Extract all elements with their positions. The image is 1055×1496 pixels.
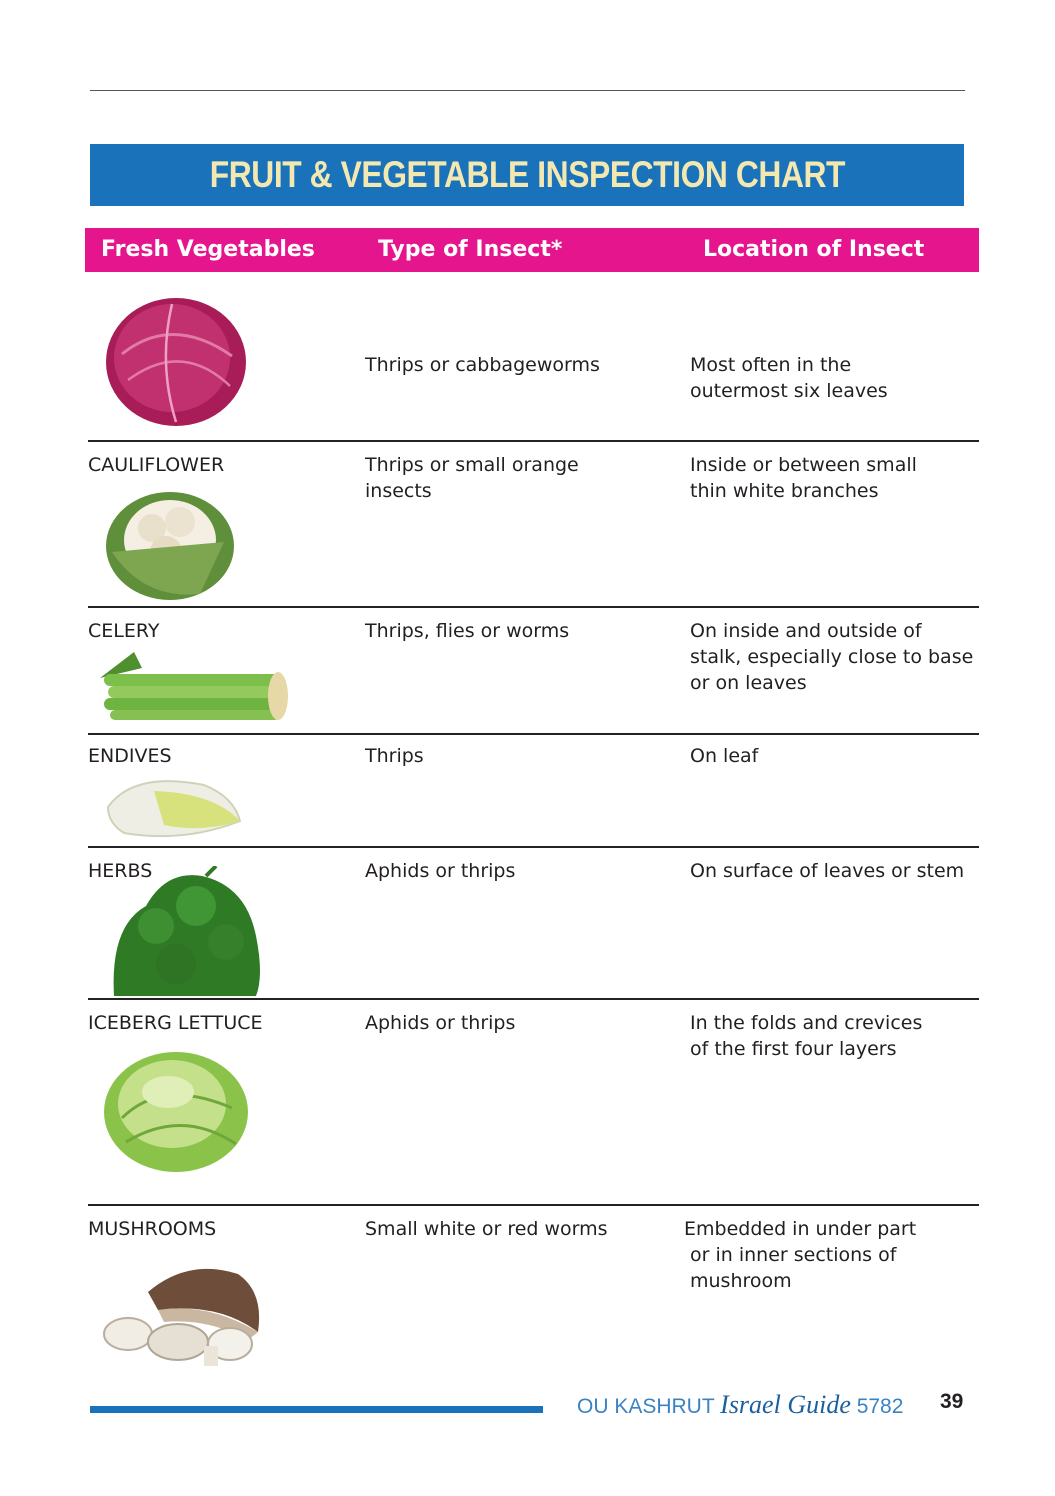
table-row bbox=[88, 735, 979, 848]
insect-location: On inside and outside of stalk, especially close to base or on leaves bbox=[690, 620, 974, 694]
table-row bbox=[88, 1000, 979, 1206]
vegetable-name: CAULIFLOWER bbox=[88, 454, 225, 476]
lettuce-icon bbox=[102, 1048, 250, 1174]
footer-bar bbox=[90, 1406, 543, 1413]
insect-location: Inside or between small thin white branches bbox=[690, 454, 917, 502]
insect-type: Small white or red worms bbox=[365, 1218, 608, 1240]
insect-location: On leaf bbox=[690, 745, 759, 767]
cauliflower-icon bbox=[104, 482, 236, 602]
vegetable-name: MUSHROOMS bbox=[88, 1218, 217, 1240]
insect-location: Most often in the outermost six leaves bbox=[690, 354, 888, 402]
insect-type: Aphids or thrips bbox=[365, 860, 516, 882]
insect-type: Thrips bbox=[365, 745, 424, 767]
insect-type: Thrips, flies or worms bbox=[365, 620, 570, 642]
table-header bbox=[85, 228, 979, 272]
mushrooms-icon bbox=[98, 1262, 264, 1370]
guide-logo-text: Israel Guide bbox=[720, 1390, 851, 1419]
page-title: FRUIT & VEGETABLE INSPECTION CHART bbox=[209, 154, 845, 195]
vegetable-name: ICEBERG LETTUCE bbox=[88, 1012, 263, 1034]
table-row bbox=[88, 608, 979, 735]
vegetable-name: ENDIVES bbox=[88, 745, 172, 767]
header-type-of-insect: Type of Insect* bbox=[378, 237, 563, 262]
footer-brand: OU KASHRUT Israel Guide 5782 bbox=[577, 1390, 904, 1419]
red-cabbage-icon bbox=[102, 294, 250, 430]
vegetable-name: HERBS bbox=[88, 860, 153, 882]
vegetable-name: CELERY bbox=[88, 620, 160, 642]
insect-type: Thrips or small orange insects bbox=[365, 454, 579, 502]
insect-location: In the folds and crevices of the first four layers bbox=[690, 1012, 923, 1060]
header-location-of-insect: Location of Insect bbox=[703, 237, 925, 262]
table-row bbox=[88, 1206, 979, 1376]
table-row bbox=[88, 848, 979, 1000]
herbs-icon bbox=[106, 866, 266, 998]
header-fresh-vegetables: Fresh Vegetables bbox=[101, 237, 315, 262]
table-row bbox=[88, 442, 979, 608]
insect-type: Aphids or thrips bbox=[365, 1012, 516, 1034]
insect-location: Embedded in under part or in inner sections of mushroom bbox=[684, 1218, 917, 1292]
table-row bbox=[88, 272, 979, 442]
top-rule bbox=[90, 90, 965, 91]
title-banner bbox=[90, 144, 964, 206]
insect-location: On surface of leaves or stem bbox=[690, 860, 965, 882]
insect-type: Thrips or cabbageworms bbox=[365, 354, 600, 376]
celery-icon bbox=[94, 648, 290, 726]
page-number: 39 bbox=[940, 1390, 964, 1413]
endive-icon bbox=[104, 771, 242, 839]
